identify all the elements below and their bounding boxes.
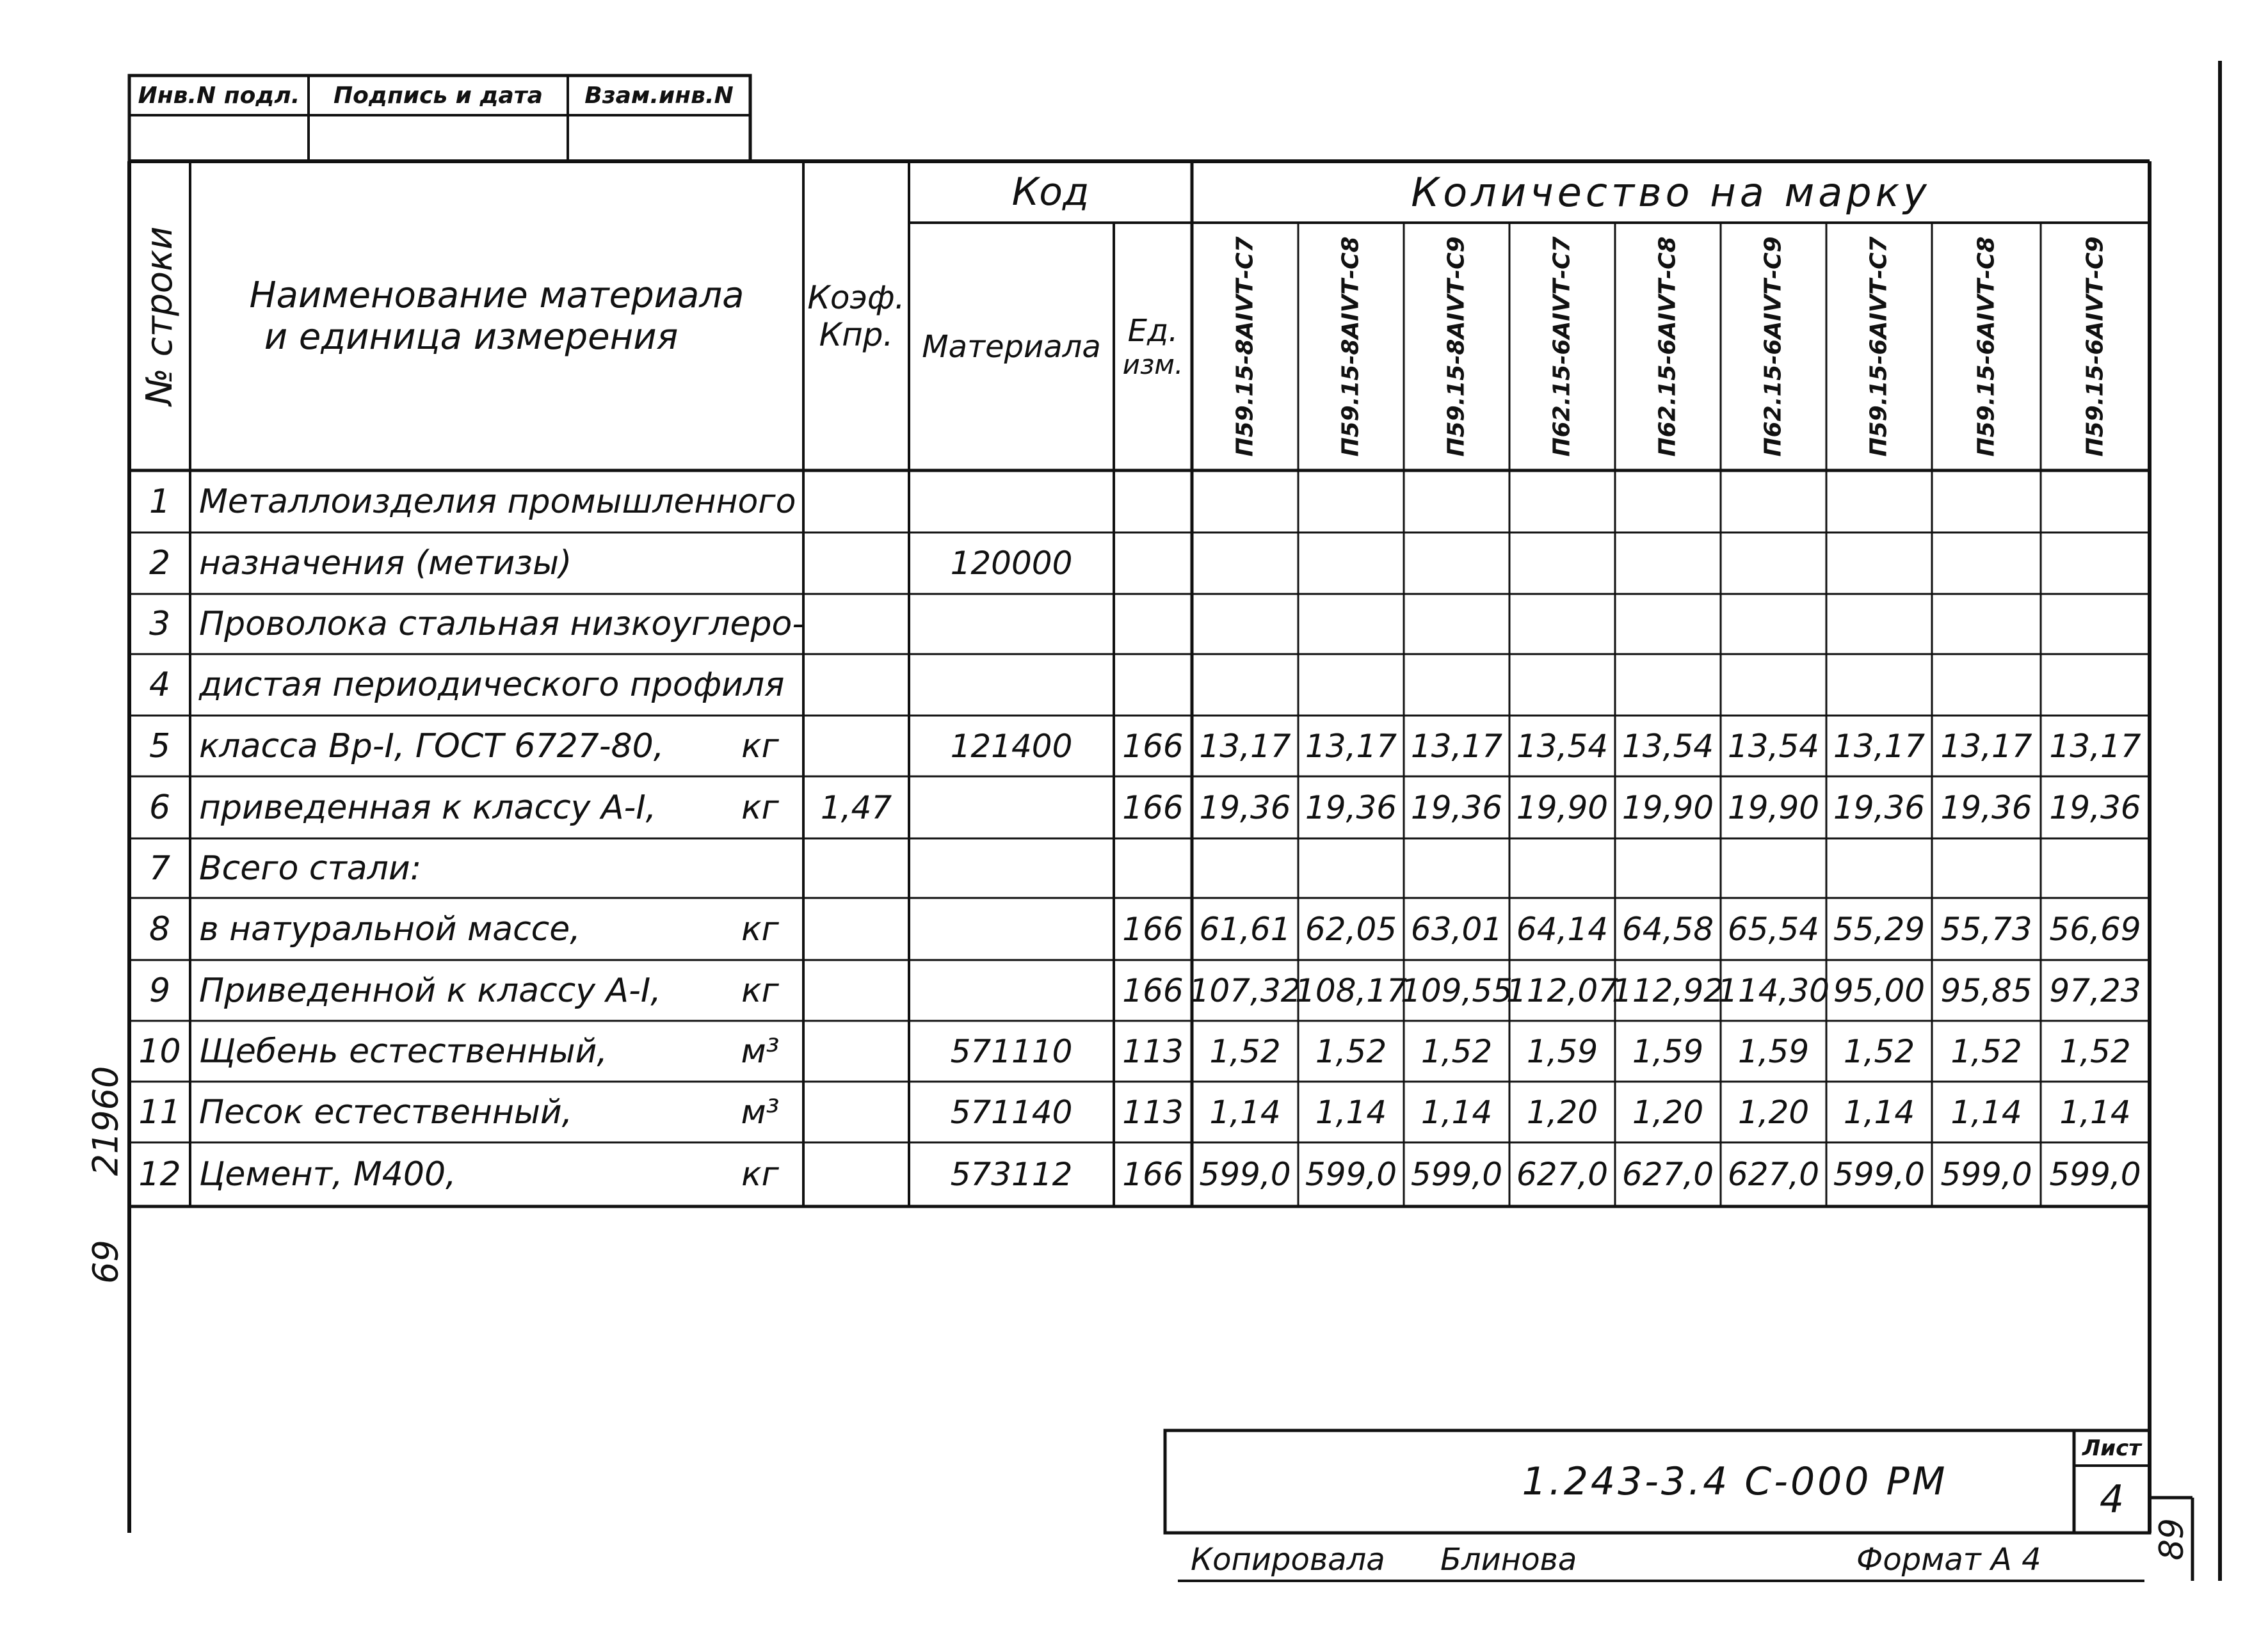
quantity-cell: [1721, 532, 1826, 594]
quantity-cell: 599,0: [1410, 1156, 1503, 1193]
quantity-cell: 599,0: [2049, 1156, 2141, 1193]
mark-header-text: П59.15-6АIVТ-С9: [2082, 236, 2109, 457]
mark-header-text: П59.15-6АIVТ-С8: [1973, 236, 2000, 457]
mark-header: [1298, 223, 1404, 470]
quantity-cell: [1826, 470, 1932, 532]
mark-header-text: П59.15-8АIVТ-С8: [1338, 236, 1365, 457]
row-number: 10: [138, 1032, 181, 1071]
quantity-cell: [2041, 594, 2150, 654]
quantity-cell: 1,14: [2059, 1093, 2131, 1131]
quantity-cell: 1,59: [1632, 1032, 1704, 1070]
row-coefficient: [803, 1082, 909, 1142]
quantity-cell: 63,01: [1410, 910, 1503, 948]
row-unit: кг: [741, 788, 779, 827]
mark-header: [2041, 223, 2150, 470]
row-number: 12: [138, 1155, 181, 1194]
row-coefficient: [803, 838, 909, 898]
quantity-cell: 13,17: [1305, 727, 1397, 765]
quantity-cell: [1192, 470, 1298, 532]
header-coefficient: [803, 161, 909, 470]
row-coefficient: [803, 654, 909, 716]
quantity-cell: [1509, 594, 1615, 654]
row-coefficient: [803, 532, 909, 594]
row-unit-code: [1114, 532, 1192, 594]
quantity-cell: 107,32: [1189, 972, 1301, 1009]
quantity-cell: [1932, 838, 2041, 898]
row-unit: [720, 594, 800, 654]
quantity-cell: 13,54: [1621, 727, 1714, 765]
row-number: 7: [149, 849, 171, 888]
quantity-cell: [1509, 470, 1615, 532]
quantity-cell: 19,36: [1940, 788, 2032, 826]
row-material-code: [909, 594, 1114, 654]
row-number: 2: [149, 544, 171, 582]
header-material-name-line2: и единица измерения: [264, 316, 679, 358]
quantity-cell: 627,0: [1621, 1156, 1714, 1193]
quantity-cell: [1298, 470, 1404, 532]
sheet-number: 4: [2099, 1477, 2125, 1522]
quantity-cell: [1615, 532, 1721, 594]
row-unit-code: [1114, 594, 1192, 654]
quantity-cell: [1404, 594, 1509, 654]
quantity-cell: 627,0: [1516, 1156, 1609, 1193]
header-row-number: [129, 161, 190, 470]
quantity-cell: [1932, 470, 2041, 532]
header-code-group: Код: [1011, 170, 1090, 214]
quantity-cell: [1826, 838, 1932, 898]
quantity-cell: [1192, 594, 1298, 654]
quantity-cell: [1509, 654, 1615, 716]
quantity-cell: [2041, 838, 2150, 898]
row-unit-code: 166: [1122, 972, 1184, 1009]
row-name: приведенная к классу А-I,: [199, 788, 657, 827]
quantity-cell: 1,52: [1420, 1032, 1493, 1070]
quantity-cell: 109,55: [1401, 972, 1513, 1009]
header-code-material: Материала: [922, 328, 1101, 365]
quantity-cell: [2041, 654, 2150, 716]
row-unit: кг: [741, 1155, 779, 1194]
margin-number-left-text: 21960: [85, 1066, 126, 1176]
quantity-cell: 1,52: [2059, 1032, 2131, 1070]
quantity-cell: 1,52: [1315, 1032, 1387, 1070]
quantity-cell: [1192, 838, 1298, 898]
row-unit-code: 113: [1122, 1093, 1184, 1131]
row-material-code: [909, 470, 1114, 532]
row-unit-code: 113: [1122, 1032, 1184, 1070]
quantity-cell: 55,73: [1940, 910, 2032, 948]
quantity-cell: [1721, 594, 1826, 654]
row-number: 6: [149, 788, 171, 827]
quantity-cell: [1298, 532, 1404, 594]
mark-header: [1509, 223, 1615, 470]
row-coefficient: [803, 716, 909, 776]
row-coefficient: [803, 594, 909, 654]
quantity-cell: [1404, 838, 1509, 898]
row-unit: кг: [741, 909, 779, 949]
row-unit: м³: [741, 1032, 780, 1071]
quantity-cell: 599,0: [1305, 1156, 1397, 1193]
quantity-cell: 97,23: [2049, 972, 2141, 1009]
row-material-code: [909, 960, 1114, 1021]
quantity-cell: 13,17: [1199, 727, 1291, 765]
quantity-cell: [2041, 470, 2150, 532]
row-material-code: 571110: [950, 1032, 1073, 1070]
quantity-cell: 627,0: [1727, 1156, 1820, 1193]
row-unit: м³: [741, 1093, 780, 1132]
quantity-cell: 19,36: [2049, 788, 2141, 826]
row-coefficient: [803, 1021, 909, 1082]
quantity-cell: [1615, 470, 1721, 532]
row-material-code: [909, 776, 1114, 838]
mark-header: [1932, 223, 2041, 470]
quantity-cell: 19,36: [1305, 788, 1397, 826]
quantity-cell: 95,85: [1940, 972, 2032, 1009]
mark-header: [1826, 223, 1932, 470]
mark-header: [1615, 223, 1721, 470]
quantity-cell: 599,0: [1199, 1156, 1291, 1193]
copied-by: Блинова: [1440, 1542, 1577, 1578]
quantity-cell: 1,14: [1209, 1093, 1281, 1131]
row-unit: кг: [741, 726, 779, 765]
quantity-cell: [1192, 654, 1298, 716]
header-quantity-group: Количество на марку: [1411, 168, 1931, 216]
mark-header-text: П62.15-6АIVТ-С8: [1655, 236, 1682, 457]
row-name: дистая периодического профиля: [199, 666, 785, 704]
quantity-cell: 13,17: [1833, 727, 1926, 765]
quantity-cell: 1,59: [1737, 1032, 1810, 1070]
quantity-cell: 1,14: [1420, 1093, 1493, 1131]
header-coefficient-line1: Коэф.: [807, 278, 905, 316]
row-unit: кг: [741, 971, 779, 1010]
quantity-cell: 19,90: [1621, 788, 1714, 826]
copied-label: Копировала: [1191, 1542, 1385, 1578]
quantity-cell: [1932, 532, 2041, 594]
row-name: Всего стали:: [199, 849, 422, 888]
row-coefficient: [803, 898, 909, 960]
quantity-cell: [1298, 838, 1404, 898]
sheet-label: Лист: [2082, 1435, 2141, 1461]
row-name: назначения (метизы): [199, 544, 572, 582]
quantity-cell: [1404, 470, 1509, 532]
quantity-cell: 1,20: [1632, 1093, 1704, 1131]
row-coefficient: [803, 1142, 909, 1206]
row-coefficient: [803, 960, 909, 1021]
mark-header-text: П62.15-6АIVТ-С9: [1760, 236, 1787, 457]
quantity-cell: 599,0: [1833, 1156, 1926, 1193]
stamp-vzam-inv: Взам.инв.N: [584, 82, 734, 109]
row-material-code: 120000: [950, 545, 1073, 582]
mark-header: [1721, 223, 1826, 470]
mark-header-text: П59.15-6АIVТ-С7: [1866, 236, 1893, 457]
quantity-cell: [1298, 654, 1404, 716]
quantity-cell: 19,36: [1833, 788, 1926, 826]
margin-number-left-2-text: 69: [85, 1240, 126, 1284]
header-material-name: [190, 161, 803, 470]
quantity-cell: 1,20: [1737, 1093, 1810, 1131]
quantity-cell: [1721, 470, 1826, 532]
row-material-code: 121400: [950, 727, 1073, 765]
document-code: 1.243-3.4 С-000 РМ: [1522, 1459, 1948, 1504]
quantity-cell: 64,14: [1516, 910, 1609, 948]
header-material-name-line1: Наименование материала: [249, 274, 744, 316]
row-unit: [720, 838, 800, 898]
quantity-cell: [1826, 594, 1932, 654]
quantity-cell: [1932, 594, 2041, 654]
row-coefficient: [803, 470, 909, 532]
quantity-cell: 1,52: [1950, 1032, 2022, 1070]
row-number: 4: [149, 666, 171, 704]
row-name: Приведенной к классу А-I,: [199, 971, 661, 1010]
row-unit-code: [1114, 654, 1192, 716]
row-name: Песок естественный,: [199, 1093, 573, 1132]
quantity-cell: [1721, 654, 1826, 716]
row-name: класса Вр-I, ГОСТ 6727-80,: [199, 726, 664, 765]
quantity-cell: 1,52: [1209, 1032, 1281, 1070]
stamp-signature-date: Подпись и дата: [334, 82, 543, 109]
quantity-cell: [1721, 838, 1826, 898]
quantity-cell: 19,90: [1516, 788, 1609, 826]
quantity-cell: [1509, 838, 1615, 898]
quantity-cell: 13,17: [1940, 727, 2032, 765]
quantity-cell: 1,59: [1526, 1032, 1598, 1070]
row-number: 1: [149, 482, 171, 521]
row-number: 9: [149, 971, 171, 1010]
row-name: Щебень естественный,: [199, 1032, 607, 1071]
mark-header: [1192, 223, 1298, 470]
quantity-cell: 1,14: [1950, 1093, 2022, 1131]
row-material-code: 571140: [950, 1093, 1073, 1131]
row-coefficient: 1,47: [820, 788, 892, 826]
quantity-cell: 112,92: [1612, 972, 1724, 1009]
row-name: Цемент, М400,: [199, 1155, 456, 1194]
row-unit-code: 166: [1122, 1156, 1184, 1193]
header-coefficient-line2: Кпр.: [819, 316, 894, 353]
quantity-cell: 114,30: [1717, 972, 1830, 1009]
row-unit: [720, 654, 800, 716]
quantity-cell: 19,90: [1727, 788, 1820, 826]
margin-number-right: [2150, 1498, 2192, 1581]
quantity-cell: 1,52: [1843, 1032, 1915, 1070]
margin-number-left-2: [77, 1222, 134, 1299]
quantity-cell: 62,05: [1305, 910, 1397, 948]
quantity-cell: 65,54: [1727, 910, 1820, 948]
row-number: 5: [149, 726, 171, 765]
quantity-cell: 1,14: [1843, 1093, 1915, 1131]
row-material-code: [909, 838, 1114, 898]
row-material-code: 573112: [950, 1156, 1073, 1193]
header-row-number-text: № строки: [139, 226, 181, 406]
mark-header-text: П59.15-8АIVТ-С7: [1232, 236, 1259, 457]
quantity-cell: 13,54: [1727, 727, 1820, 765]
quantity-cell: 61,61: [1199, 910, 1291, 948]
row-unit: [720, 470, 800, 532]
row-unit: [720, 532, 800, 594]
margin-number-left: [77, 1030, 134, 1222]
quantity-cell: 599,0: [1940, 1156, 2032, 1193]
quantity-cell: [1615, 594, 1721, 654]
quantity-cell: [1826, 654, 1932, 716]
row-name: в натуральной массе,: [199, 909, 581, 949]
format-label: Формат А 4: [1856, 1542, 2041, 1578]
stamp-inv-podl: Инв.N подл.: [138, 82, 300, 109]
row-unit-code: 166: [1122, 727, 1184, 765]
quantity-cell: [1615, 654, 1721, 716]
margin-number-right-text: 89: [2153, 1517, 2191, 1561]
quantity-cell: 19,36: [1410, 788, 1503, 826]
quantity-cell: [1192, 532, 1298, 594]
header-unit: [1114, 223, 1192, 470]
quantity-cell: [1615, 838, 1721, 898]
quantity-cell: 112,07: [1506, 972, 1618, 1009]
quantity-cell: [2041, 532, 2150, 594]
mark-header: [1404, 223, 1509, 470]
row-number: 11: [138, 1093, 181, 1132]
quantity-cell: 1,14: [1315, 1093, 1387, 1131]
quantity-cell: [1404, 654, 1509, 716]
quantity-cell: 95,00: [1833, 972, 1926, 1009]
row-name: Проволока стальная низкоуглеро-: [199, 605, 805, 643]
quantity-cell: [1404, 532, 1509, 594]
quantity-cell: 1,20: [1526, 1093, 1598, 1131]
quantity-cell: 55,29: [1833, 910, 1926, 948]
row-material-code: [909, 654, 1114, 716]
header-unit-line1: Ед.: [1127, 313, 1178, 349]
header-unit-line2: изм.: [1122, 349, 1184, 380]
quantity-cell: [1826, 532, 1932, 594]
row-unit-code: [1114, 470, 1192, 532]
quantity-cell: 108,17: [1295, 972, 1407, 1009]
quantity-cell: 19,36: [1199, 788, 1291, 826]
quantity-cell: [1932, 654, 2041, 716]
row-material-code: [909, 898, 1114, 960]
quantity-cell: 13,17: [2049, 727, 2141, 765]
quantity-cell: [1509, 532, 1615, 594]
row-unit-code: [1114, 838, 1192, 898]
quantity-cell: [1298, 594, 1404, 654]
mark-header-text: П59.15-8АIVТ-С9: [1444, 236, 1470, 457]
quantity-cell: 64,58: [1621, 910, 1714, 948]
quantity-cell: 13,54: [1516, 727, 1609, 765]
row-unit-code: 166: [1122, 910, 1184, 948]
mark-header-text: П62.15-6АIVТ-С7: [1549, 236, 1576, 457]
row-name: Металлоизделия промышленного: [199, 482, 796, 521]
row-number: 3: [149, 605, 171, 643]
quantity-cell: 13,17: [1410, 727, 1503, 765]
row-number: 8: [149, 909, 171, 949]
row-unit-code: 166: [1122, 788, 1184, 826]
quantity-cell: 56,69: [2049, 910, 2141, 948]
